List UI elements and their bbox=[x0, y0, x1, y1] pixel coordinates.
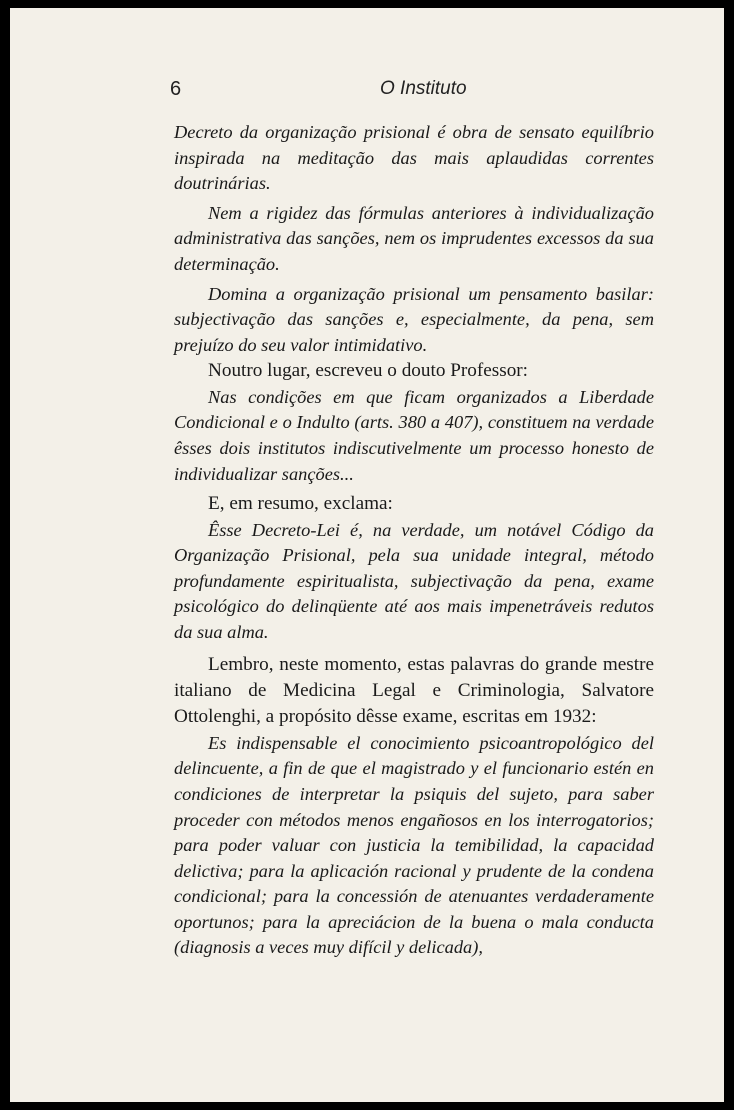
paragraph-italic-2: Nem a rigidez das fórmulas anteriores à individualização administrativa das sanções, nem os imprudentes excessos da sua determinação. bbox=[174, 202, 654, 274]
body-text bbox=[174, 120, 654, 961]
paragraph-roman-1: Noutro lugar, escreveu o douto Professor: bbox=[208, 360, 529, 382]
page-number: 6 bbox=[170, 78, 182, 100]
paragraph-italic-1: Decreto da organização prisional é obra de sensato equilíbrio inspirada na meditação das mais aplaudidas correntes doutrinárias. bbox=[174, 122, 654, 194]
paragraph-italic-6: Es indispensable el conocimiento psicoantropológico del delincuente, a fin de que el magistrado y el funcionario estén en condiciones de interpretar la psiquis del sujeto, para saber proceder con métodos menos engañosos en los interrogatorios; para poder valuar con justicia la temibilidad, la capacidad delictiva; para la aplicación racional y prudente de la condena condicional; para la concessión de atenuantes verdaderamente oportunos; para la apreciácion de la buena o mala conducta (diagnosis a veces muy difícil y delicada), bbox=[174, 732, 654, 958]
paragraph-italic-5: Êsse Decreto-Lei é, na verdade, um notável Código da Organização Prisional, pela sua unidade integral, método profundamente espiritualista, subjectivação da pena, exame psicológico do delinqüente até aos mais impenetráveis redutos da sua alma. bbox=[174, 519, 654, 642]
book-page bbox=[10, 8, 724, 1102]
paragraph-roman-2: E, em resumo, exclama: bbox=[208, 493, 393, 515]
paragraph-roman-3: Lembro, neste momento, estas palavras do grande mestre italiano de Medicina Legal e Criminologia, Salvatore Ottolenghi, a propósito dêsse exame, escritas em 1932: bbox=[174, 653, 654, 728]
paragraph-italic-3: Domina a organização prisional um pensamento basilar: subjectivação das sanções e, especialmente, da pena, sem prejuízo do seu valor intimidativo. bbox=[174, 283, 654, 355]
paragraph-italic-4: Nas condições em que ficam organizados a Liberdade Condicional e o Indulto (arts. 380 a 407), constituem na verdade êsses dois institutos indiscutivelmente um processo honesto de individualizar sanções... bbox=[174, 386, 654, 484]
page-header bbox=[170, 78, 660, 108]
running-title: O Instituto bbox=[380, 78, 467, 99]
